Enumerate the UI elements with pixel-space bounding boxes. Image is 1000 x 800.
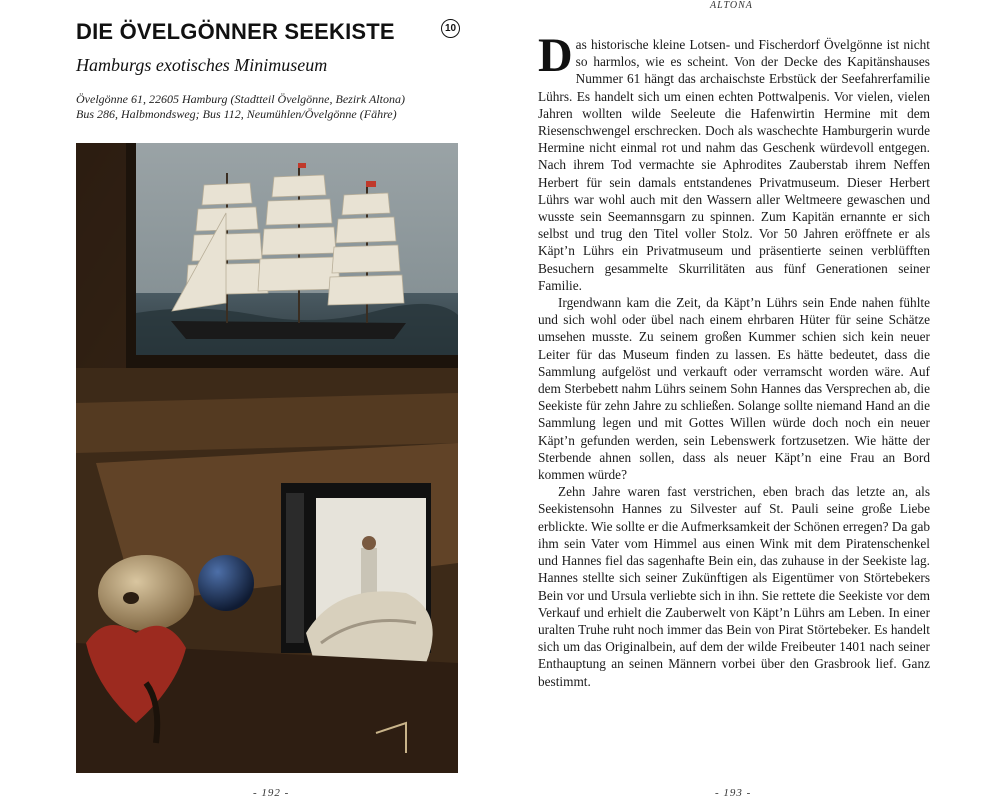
- page-number: - 193 -: [715, 787, 752, 799]
- article-body: [538, 29, 930, 690]
- address-line: Övelgönne 61, 22605 Hamburg (Stadtteil Övelgönne, Bezirk Altona): [76, 92, 405, 106]
- page-subtitle: Hamburgs exotisches Minimuseum: [76, 55, 328, 75]
- drop-cap: D: [538, 29, 573, 82]
- page-title: DIE ÖVELGÖNNER SEEKISTE: [76, 19, 395, 44]
- address-block: [76, 92, 405, 122]
- transit-line: Bus 286, Halbmondsweg; Bus 112, Neumühlen/Övelgönne (Fähre): [76, 107, 397, 121]
- running-head: ALTONA: [710, 0, 753, 11]
- page-number: - 192 -: [253, 787, 290, 799]
- paragraph: Zehn Jahre waren fast verstrichen, eben brach das letzte an, als Seekistensohn Hannes zu Silvester auf St. Pauli seine große Liebe erblickte. Wie sollte er die Aufmerksamkeit der Schönen erregen? Da gab ihm sein Vater vom Himmel aus einen Wink mit dem Piratenschenkel und Hannes fiel das sagenhafte Bein ein, das zuhause in der Seekiste lag. Hannes stellte sich seiner Zukünftigen als Eigentümer von Störtebekers Bein vor und Ursula verliebte sich in ihn. Sie rettete die Seekiste vor dem Verkauf und erhielt die Zauberwelt von Käpt’n Lührs am Leben. In einer uralten Truhe ruht noch immer das Bein von Pirat Störtebeker. Es handelt sich um das Originalbein, auf dem der wilde Freibeuter 1401 nach seiner Enthauptung an seinen Männern vorbei über den Grasbrook lief. Ganz bestimmt.: [538, 484, 930, 689]
- museum-photo: [76, 143, 458, 773]
- paragraph-text: as historische kleine Lotsen- und Fischerdorf Övelgönne ist nicht so harmlos, wie es scheint. Von der Decke des Kapitänshauses Nummer 61 hängt das archaischste Erbstück der Seefahrerfamilie Lührs. Es handelt sich um einen echten Pottwalpenis. Vor vielen, vielen Jahren wollten wilde Seeleute die Hafenwirtin Hermine mit dem Riesenschwengel erschrecken. Doch als waschechte Hamburgerin wurde Hermine nicht einmal rot und nahm das Geschenk würdevoll entgegen. Nach ihrem Tod vermachte sie Aphrodites Zauberstab ihrem Neffen Herbert für sein damals entstandenes Privatmuseum. Dieser Herbert Lührs war wohl auch mit den Wassern aller Weltmeere gewaschen und wusste sein Seemannsgarn zu spinnen. Zum Kapitän ernannte er sich selbst und trug den Titel voller Stolz. Vor 50 Jahren eröffnete er als Käpt’n Lührs ein Privatmuseum und präsentierte seinen verblüfften Besuchern gesammelte Skurrilitäten aus fünf Generationen seiner Familie.: [538, 37, 930, 293]
- paragraph: Irgendwann kam die Zeit, da Käpt’n Lührs sein Ende nahen fühlte und sich wohl oder übel nach einem ehrbaren Hüter für seine Schätze umsehen musste. Zu seinem großen Kummer schien sich kein neuer Leiter für das Museum finden zu lassen. Es hätte bedeutet, dass die Sammlung aufgelöst und verkauft oder verramscht worden wäre. Auf dem Sterbebett nahm Lührs seinem Sohn Hannes das Versprechen ab, die Seekiste für zehn Jahre zu schließen. Solange sollte niemand Hand an die Sammlung legen und mit Gottes Willen würde doch noch ein neuer Käpt’n gefunden werden, sein Lebenswerk fortzusetzen. Wie hätte der Sterbende ahnen sollen, dass als neuer Käpt’n eine Frau an Bord kommen würde?: [538, 295, 930, 483]
- paragraph: [538, 29, 930, 294]
- chapter-number-badge: 10: [441, 19, 460, 38]
- right-page: [500, 0, 1000, 800]
